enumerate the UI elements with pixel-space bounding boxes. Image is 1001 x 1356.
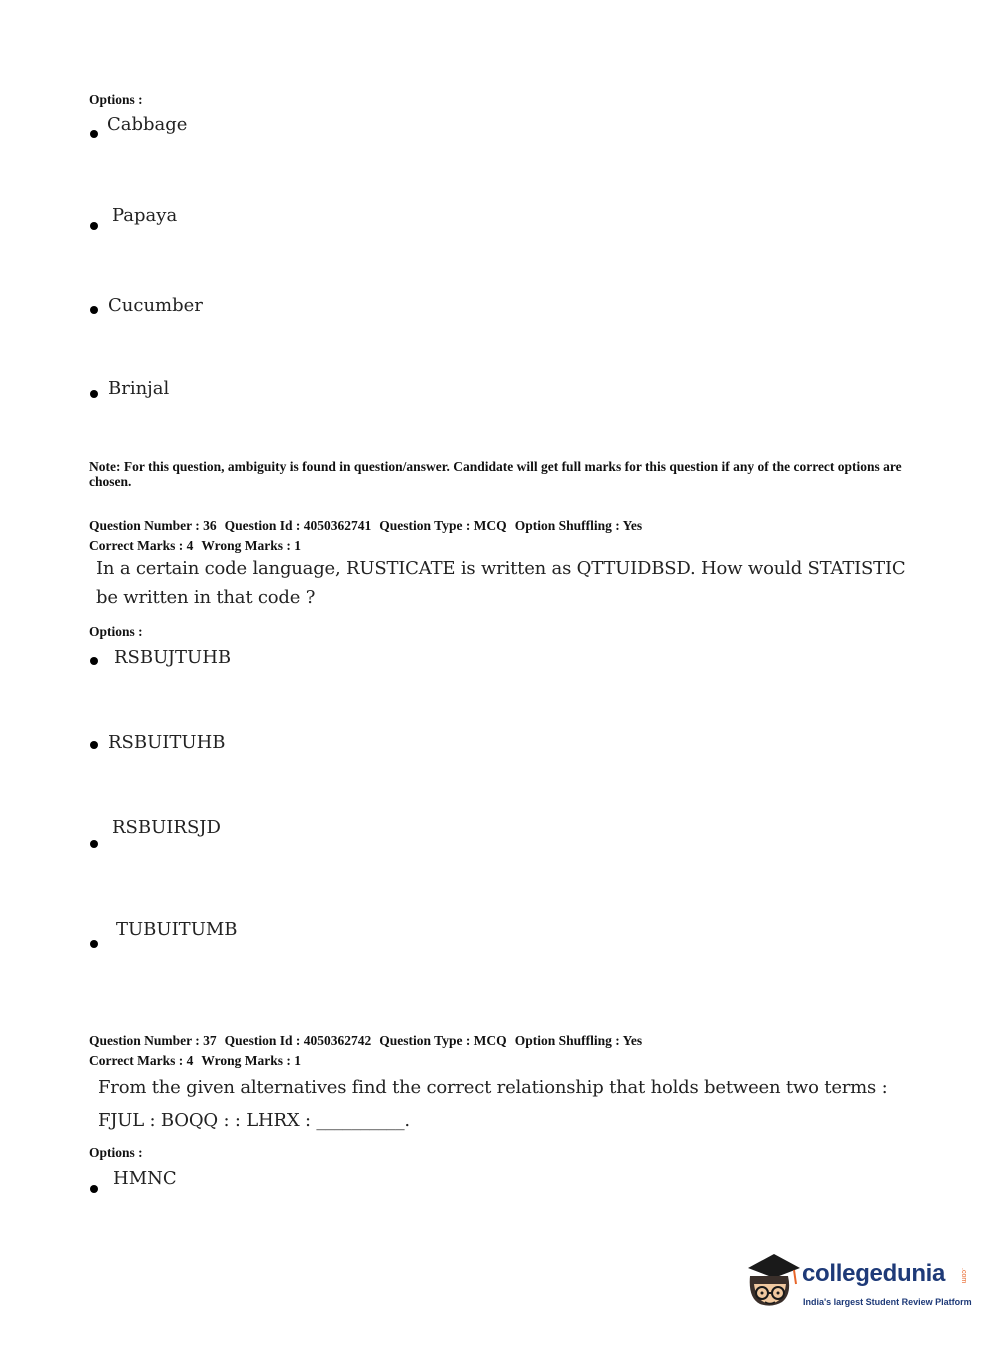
option-q36-4[interactable]: TUBUITUMB [116,919,238,940]
question-text-q36-line1: In a certain code language, RUSTICATE is written as QTTUIDBSD. How would STATISTIC [96,558,906,579]
question-text-q37-line2: FJUL : BOQQ : : LHRX : __________. [98,1110,410,1131]
options-label-q36: Options : [89,624,143,639]
bullet-icon [90,657,98,665]
bullet-icon [90,390,98,398]
marks-q37: Correct Marks : 4 Wrong Marks : 1 [89,1053,301,1068]
bullet-icon [90,130,98,138]
bullet-icon [90,306,98,314]
option-q35-2[interactable]: Papaya [112,205,178,226]
options-label-q35: Options : [89,92,143,107]
question-text-q37-line1: From the given alternatives find the correct relationship that holds between two terms : [98,1077,888,1098]
ambiguity-note: Note: For this question, ambiguity is found in question/answer. Candidate will get full marks for this question if any of the correct options are chosen. [89,459,902,489]
option-q36-2[interactable]: RSBUITUHB [108,732,226,753]
logo-dotcom: .com [960,1268,967,1284]
question-meta-q37: Question Number : 37 Question Id : 4050362742 Question Type : MCQ Option Shuffling : Yes [89,1033,643,1048]
bullet-icon [90,840,98,848]
bullet-icon [90,1185,98,1193]
bullet-icon [90,940,98,948]
bullet-icon [90,741,98,749]
logo-wordmark: collegedunia [802,1260,946,1287]
logo-tagline: India's largest Student Review Platform [803,1297,972,1307]
option-q35-3[interactable]: Cucumber [108,295,203,316]
marks-q36: Correct Marks : 4 Wrong Marks : 1 [89,538,301,553]
option-q35-4[interactable]: Brinjal [108,378,170,399]
options-label-q37: Options : [89,1145,143,1160]
question-text-q36-line2: be written in that code ? [96,587,316,608]
question-meta-q36: Question Number : 36 Question Id : 4050362741 Question Type : MCQ Option Shuffling : Yes [89,518,643,533]
bullet-icon [90,222,98,230]
collegedunia-logo [742,1250,972,1320]
mascot-icon [742,1250,802,1314]
option-q35-1[interactable]: Cabbage [107,114,188,135]
option-q36-1[interactable]: RSBUJTUHB [114,647,232,668]
option-q37-1[interactable]: HMNC [113,1168,177,1189]
option-q36-3[interactable]: RSBUIRSJD [112,817,221,838]
